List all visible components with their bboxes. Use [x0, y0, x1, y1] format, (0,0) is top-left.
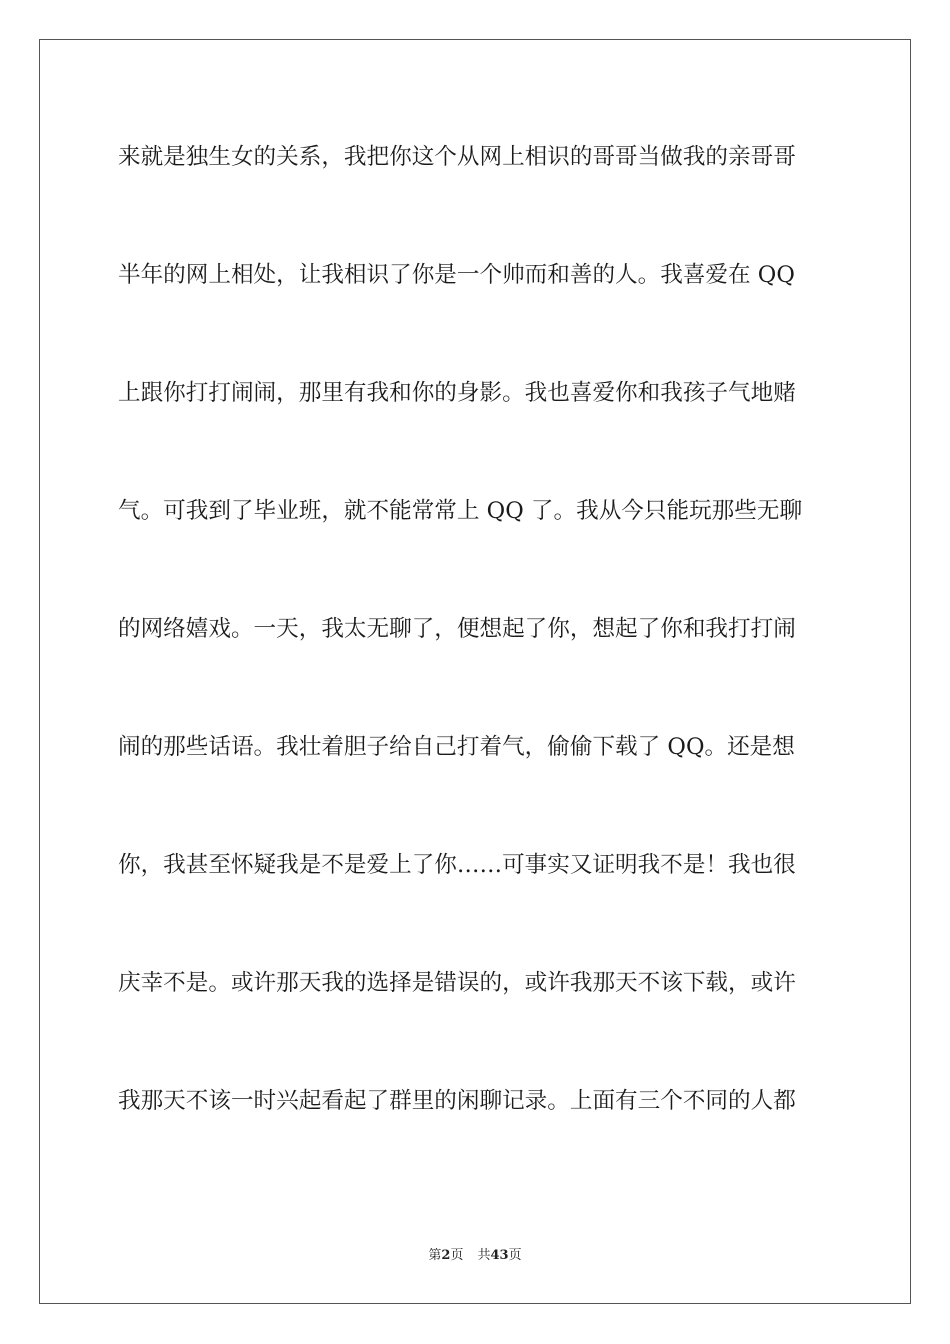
page-suffix: 页 [450, 1248, 464, 1263]
text-line-6: 闹的那些话语。我壮着胆子给自己打着气，偷偷下载了 QQ。还是想 [118, 734, 795, 760]
page-prefix: 第 [428, 1248, 442, 1263]
page-number: 2 [441, 1248, 451, 1263]
text-line-7: 你，我甚至怀疑我是不是爱上了你……可事实又证明我不是！我也很 [118, 852, 796, 878]
total-prefix: 共 [477, 1248, 491, 1263]
total-suffix: 页 [508, 1248, 522, 1263]
text-line-3: 上跟你打打闹闹，那里有我和你的身影。我也喜爱你和我孩子气地赌 [118, 380, 796, 406]
total-pages: 43 [490, 1248, 509, 1263]
text-line-8: 庆幸不是。或许那天我的选择是错误的，或许我那天不该下载，或许 [118, 970, 796, 996]
text-line-1: 来就是独生女的关系，我把你这个从网上相识的哥哥当做我的亲哥哥 [118, 144, 796, 170]
page-footer [0, 1247, 950, 1265]
text-line-2: 半年的网上相处，让我相识了你是一个帅而和善的人。我喜爱在 QQ [118, 262, 795, 288]
text-line-9: 我那天不该一时兴起看起了群里的闲聊记录。上面有三个不同的人都 [118, 1088, 796, 1114]
text-line-4: 气。可我到了毕业班，就不能常常上 QQ 了。我从今只能玩那些无聊 [118, 498, 803, 524]
text-line-5: 的网络嬉戏。一天，我太无聊了，便想起了你，想起了你和我打打闹 [118, 616, 796, 642]
